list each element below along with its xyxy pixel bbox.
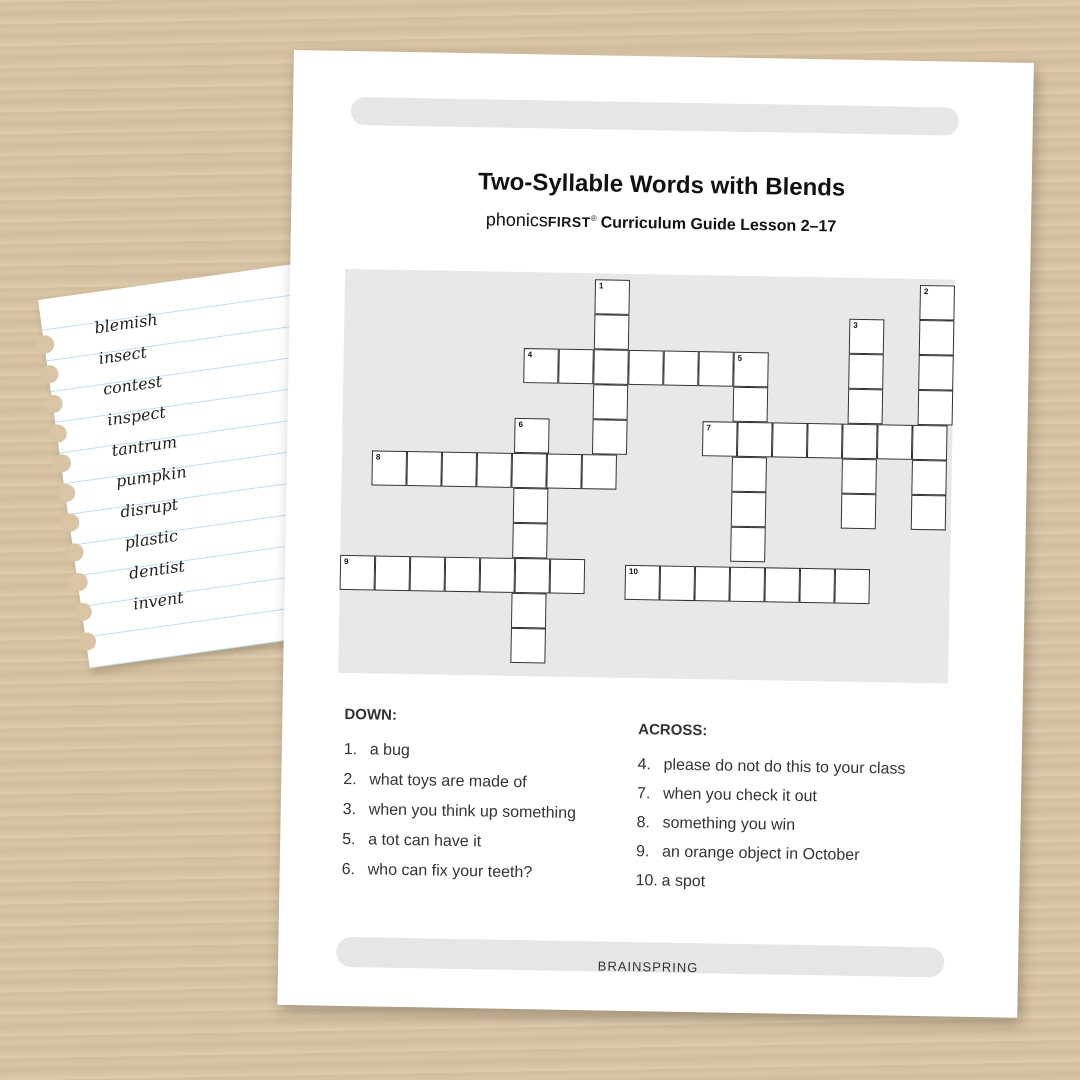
crossword-cell[interactable] [480,557,516,593]
crossword-cell[interactable] [834,569,870,605]
punch-hole [35,334,55,354]
down-clue [344,741,410,760]
punch-hole [68,572,88,592]
crossword-cell[interactable] [511,593,547,629]
clue-num: 8. [636,814,651,832]
worksheet [277,50,1034,1018]
brand-phonics: phonics [485,209,549,231]
crossword-cell[interactable] [807,423,843,459]
crossword-cell[interactable] [698,351,734,387]
word-list-item: contest [101,371,164,399]
crossword-cell[interactable] [624,565,660,601]
crossword-cell[interactable] [546,453,582,489]
crossword-cell[interactable] [772,422,808,458]
crossword-cell[interactable] [593,384,629,420]
punch-hole [56,483,76,503]
crossword-cell[interactable] [510,628,546,664]
crossword-cell[interactable] [764,567,800,603]
crossword-cell[interactable] [733,387,769,423]
crossword-cell[interactable] [849,319,885,355]
punch-hole [48,423,68,443]
crossword-cell[interactable] [593,349,629,385]
word-list-item: insect [97,342,149,369]
clue-text: a bug [369,741,410,760]
word-list-item: tantrum [110,432,179,461]
clue-text: an orange object in October [661,843,860,864]
clue-num: 4. [637,756,652,774]
crossword-cell[interactable] [594,314,630,350]
header-bar [351,97,959,136]
crossword-cell[interactable] [911,460,947,496]
down-clue [343,801,577,823]
crossword-cell[interactable] [731,457,767,493]
punch-hole [77,631,97,651]
crossword-cell[interactable] [592,419,628,455]
crossword-cell[interactable] [515,558,551,594]
crossword-cell[interactable] [841,494,877,530]
crossword-cell[interactable] [694,566,730,602]
crossword-cell[interactable] [918,355,954,391]
down-clue [342,831,481,851]
clue-number: 10 [628,566,638,577]
across-clue [635,872,705,891]
crossword-cell[interactable] [841,459,877,495]
crossword-cell[interactable] [594,279,630,315]
crossword-cell[interactable] [848,354,884,390]
clue-text: something you win [662,814,796,834]
word-list-item: plastic [123,525,180,553]
crossword-cell[interactable] [877,424,913,460]
across-clue [636,814,795,835]
clue-text: when you check it out [662,785,818,806]
crossword-cell[interactable] [911,495,947,531]
crossword-grid [338,269,955,684]
crossword-cell[interactable] [663,350,699,386]
crossword-cell[interactable] [659,565,695,601]
crossword-cell[interactable] [371,450,407,486]
clue-num: 2. [343,770,357,789]
crossword-cell[interactable] [550,559,586,595]
word-list-item: invent [131,587,185,614]
punch-hole [64,542,84,562]
clue-num: 3. [342,800,357,819]
down-clue [342,861,533,882]
crossword-cell[interactable] [513,488,549,524]
crossword-cell[interactable] [628,350,664,386]
clue-number: 6 [518,419,524,430]
crossword-cell[interactable] [912,425,948,461]
clue-number: 1 [598,281,604,291]
crossword-cell[interactable] [340,555,376,591]
word-list-item: pumpkin [114,462,188,491]
crossword-cell[interactable] [842,424,878,460]
across-clue [637,785,817,806]
worksheet-subtitle [291,206,1031,240]
clue-num: 1. [343,740,358,759]
brainspring-logo: BRAINSPRING [597,958,699,976]
crossword-cell[interactable] [445,557,481,593]
word-list-item: disrupt [118,494,180,522]
across-heading: ACROSS: [638,721,708,740]
clue-number: 9 [344,556,349,567]
crossword-cell[interactable] [730,527,766,563]
punch-hole [60,513,80,533]
clue-num: 5. [342,830,356,849]
clue-num: 9. [635,843,650,861]
crossword-cell[interactable] [702,421,738,457]
clue-number: 2 [923,287,929,297]
clue-number: 4 [527,350,533,360]
crossword-cell[interactable] [410,556,446,592]
crossword-cell[interactable] [476,452,512,488]
crossword-cell[interactable] [581,454,617,490]
clue-number: 3 [853,320,858,330]
clue-number: 8 [375,452,381,462]
clue-num: 7. [636,785,651,803]
punch-hole [73,602,93,622]
word-list-item: inspect [106,402,167,430]
lesson-label: Curriculum Guide Lesson 2–17 [600,214,837,236]
clue-number: 7 [706,423,712,433]
clue-text: who can fix your teeth? [367,861,533,882]
brand-first: FIRST [547,213,591,231]
crossword-cell[interactable] [848,389,884,425]
across-clue [637,756,905,779]
crossword-cell[interactable] [919,285,955,321]
clue-num: 10. [635,872,658,890]
clue-text: a tot can have it [368,831,482,851]
crossword-cell[interactable] [512,523,548,559]
crossword-cell[interactable] [511,453,547,489]
crossword-cell[interactable] [514,418,550,454]
crossword-cell[interactable] [406,451,442,487]
crossword-cell[interactable] [731,492,767,528]
clue-text: please do not do this to your class [663,756,906,778]
crossword-cell[interactable] [375,555,411,591]
down-clue [343,771,527,792]
clue-number: 5 [737,353,743,363]
punch-hole [52,453,72,473]
word-list [92,303,206,620]
crossword-cell[interactable] [441,452,477,488]
across-clue [636,843,860,865]
crossword-cell[interactable] [919,320,955,356]
word-list-item: blemish [93,309,159,338]
crossword-cell[interactable] [799,568,835,604]
crossword-cell[interactable] [737,422,773,458]
crossword-cell[interactable] [918,390,954,426]
clue-num: 6. [341,860,356,879]
punch-hole [43,394,63,414]
crossword-cell[interactable] [733,352,769,388]
punch-hole [39,364,59,384]
worksheet-title: Two-Syllable Words with Blends [477,168,846,202]
trademark: ® [590,213,597,223]
clue-text: what toys are made of [369,771,527,792]
clue-text: when you think up something [368,801,577,823]
crossword-cell[interactable] [558,349,594,385]
crossword-cell[interactable] [523,348,559,384]
clue-text: a spot [661,872,706,891]
word-list-item: dentist [127,556,186,583]
crossword-cell[interactable] [729,567,765,603]
down-heading: DOWN: [344,705,398,724]
